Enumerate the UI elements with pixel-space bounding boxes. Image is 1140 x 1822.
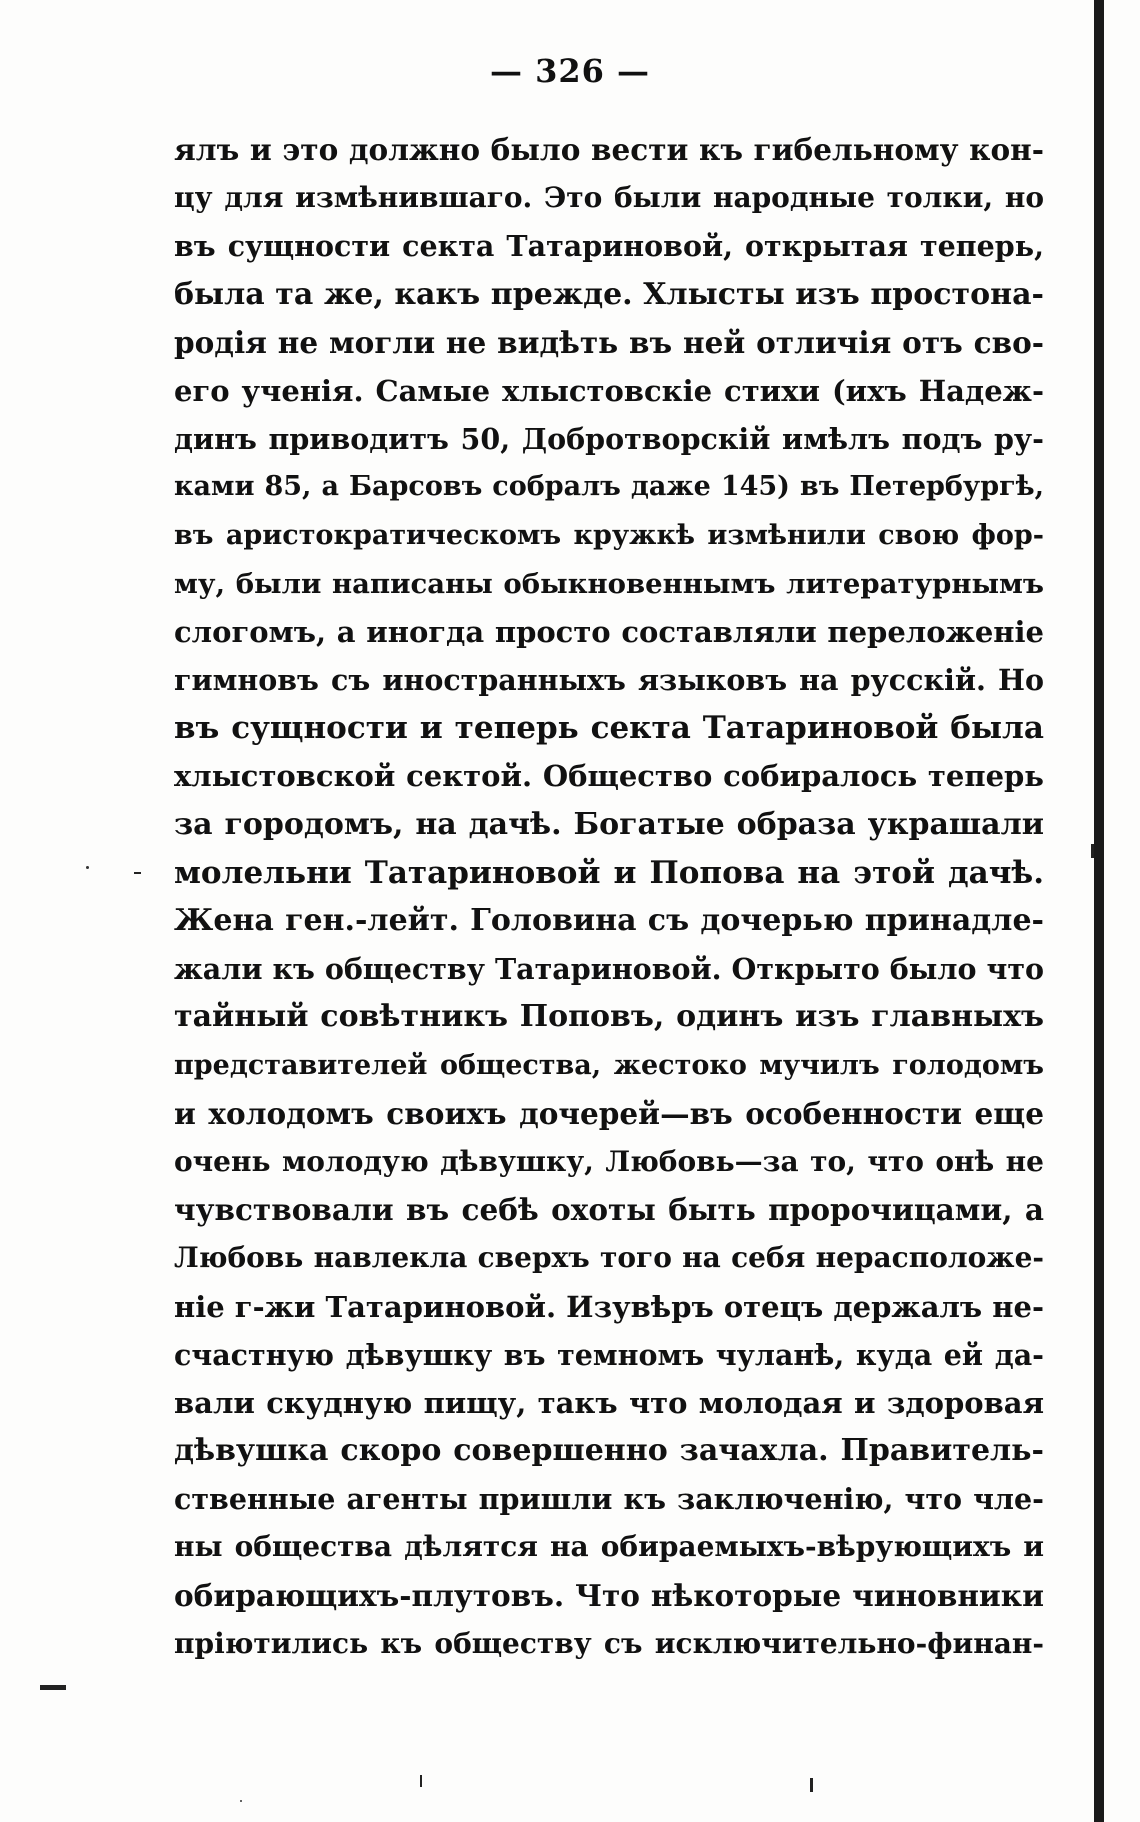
text-line: въ сущности и теперь секта Татариновой была [174, 710, 1044, 747]
text-line: слогомъ, а иногда просто составляли переложеніе [174, 614, 1044, 649]
text-line: чувствовали въ себѣ охоты быть пророчицами, а [174, 1192, 1044, 1228]
page-edge-border [1094, 0, 1104, 1822]
scan-mark [1091, 844, 1094, 858]
text-line: вали скудную пищу, такъ что молодая и здоровая [174, 1385, 1044, 1420]
text-line: счастную дѣвушку въ темномъ чуланѣ, куда ей да- [174, 1337, 1044, 1372]
text-line: пріютились къ обществу съ исключительно-финан- [174, 1626, 1044, 1660]
text-line: Любовь навлекла сверхъ того на себя нерасположе- [174, 1241, 1044, 1275]
scan-speck [240, 1800, 242, 1802]
text-line: за городомъ, на дачѣ. Богатые образа украшали [174, 806, 1044, 842]
text-line: хлыстовской сектой. Общество собиралось теперь [174, 759, 1044, 794]
text-line: ніе г-жи Татариновой. Изувѣръ отецъ держалъ не- [174, 1289, 1044, 1324]
text-line: была та же, какъ прежде. Хлысты изъ простона- [174, 276, 1044, 312]
text-line: очень молодую дѣвушку, Любовь—за то, что онѣ не [174, 1144, 1044, 1178]
text-line: и холодомъ своихъ дочерей—въ особенности еще [174, 1095, 1044, 1131]
text-line: гимновъ съ иностранныхъ языковъ на русскій. Но [174, 663, 1044, 698]
text-line: въ сущности секта Татариновой, открытая теперь, [174, 229, 1044, 264]
text-line: обирающихъ-плутовъ. Что нѣкоторые чиновники [174, 1577, 1044, 1613]
scan-mark [810, 1778, 813, 1792]
text-line: му, были написаны обыкновеннымъ литературнымъ [174, 567, 1044, 600]
text-line: ственные агенты пришли къ заключенію, что чле- [174, 1482, 1044, 1517]
scan-mark-left [40, 1685, 66, 1690]
text-line: родія не могли не видѣть въ ней отличія отъ сво- [174, 324, 1044, 360]
text-line: цу для измѣнившаго. Это были народные толки, но [174, 181, 1044, 215]
text-line: Жена ген.-лейт. Головина съ дочерью принадле- [174, 903, 1044, 938]
scan-mark [134, 872, 141, 874]
text-line: ны общества дѣлятся на обираемыхъ-вѣрующихъ и [174, 1530, 1044, 1564]
scan-speck [86, 866, 89, 869]
text-line: его ученія. Самые хлыстовскіе стихи (ихъ Надеж- [174, 373, 1044, 408]
page-number: — 326 — [489, 52, 651, 90]
text-line: молельни Татариновой и Попова на этой дачѣ. [174, 854, 1044, 891]
text-line: въ аристократическомъ кружкѣ измѣнили свою фор- [174, 519, 1044, 551]
body-text [174, 126, 1044, 1668]
scan-mark [420, 1775, 422, 1787]
text-line: динъ приводитъ 50, Добротворскій имѣлъ подъ ру- [174, 422, 1044, 457]
text-line: жали къ обществу Татариновой. Открыто было что [174, 952, 1044, 987]
text-line: тайный совѣтникъ Поповъ, одинъ изъ главныхъ [174, 999, 1044, 1035]
text-line: ялъ и это должно было вести къ гибельному кон- [174, 132, 1044, 167]
text-line: ками 85, а Барсовъ собралъ даже 145) въ Петербургѣ, [174, 471, 1044, 503]
text-line: представителей общества, жестоко мучилъ голодомъ [174, 1049, 1044, 1081]
text-line: дѣвушка скоро совершенно зачахла. Правитель- [174, 1433, 1044, 1469]
